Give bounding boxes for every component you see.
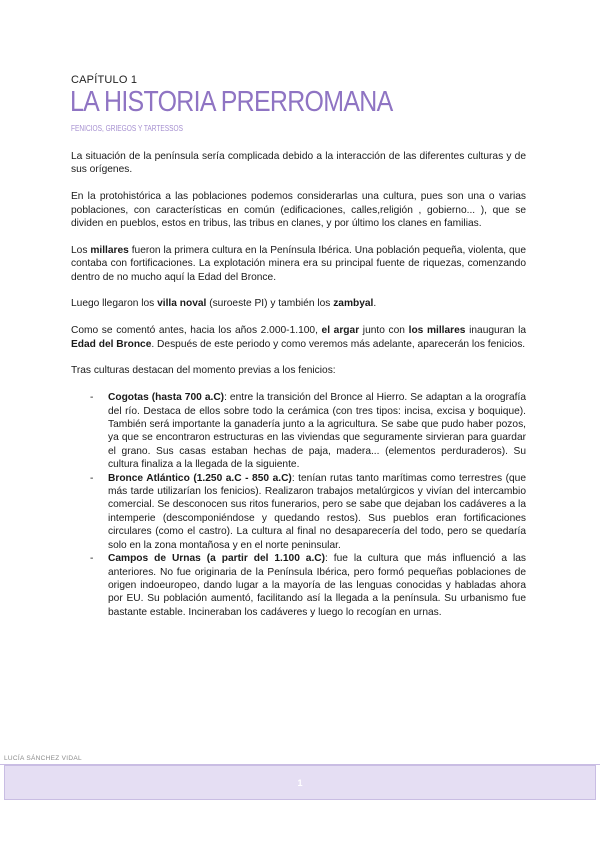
paragraph-bronze-age: Como se comentó antes, hacia los años 2.000-1.100, el argar junto con los millares inauguran la Edad del Bronce. Después de este periodo y como veremos más adelante, aparecerán los fenicios. [71, 325, 527, 350]
culture-name: Campos de Urnas (a partir del 1.100 a.C) [108, 553, 326, 565]
chapter-label: CAPÍTULO 1 [71, 74, 138, 86]
paragraph-protohistory: En la protohistórica a las poblaciones podemos considerarlas una cultura, pues son una o varias poblaciones, con características en común (edificaciones, calles,religión , gobierno... ), que se dividen en pueblos, estos en tribus, las tribus en clanes, y por último los clanes en familias. [71, 191, 526, 230]
term-el-argar: el argar [321, 325, 360, 337]
list-item [71, 552, 526, 619]
author-name: LUCÍA SÁNCHEZ VIDAL [4, 755, 82, 762]
list-bullet: - [90, 553, 94, 565]
culture-name: Cogotas (hasta 700 a.C) [108, 392, 225, 404]
list-bullet: - [90, 392, 94, 404]
page-subtitle: FENICIOS, GRIEGOS Y TARTESSOS [71, 124, 184, 133]
culture-name: Bronce Atlántico (1.250 a.C - 850 a.C) [108, 472, 292, 484]
document-body [71, 150, 526, 619]
list-bullet: - [90, 472, 94, 484]
culture-description: : tenían rutas tanto marítimas como terrestres (que más tarde utilizarían los fenicios). Realizaron trabajos metalúrgicos y vivían del intercambio comercial. Se desconocen sus ritos funerarios, pero se sabe que dejaban los cadáveres a la intemperie (descomponiéndose y quedando restos). Sus pueblos eran fortificaciones circulares (como el castro). La cultura al final no desaparecería del todo, pero se quedaría solo en la zona montañosa y en el norte peninsular. [108, 472, 526, 551]
page-title: LA HISTORIA PRERROMANA [70, 86, 393, 118]
paragraph-intro: La situación de la península sería complicada debido a la interacción de las diferentes culturas y de sus orígenes. [71, 151, 526, 176]
list-item [71, 391, 526, 471]
culture-description: : fue la cultura que más influenció a las anteriores. No fue originaria de la Península Ibérica, pero formó pequeñas poblaciones de origen indoeuropeo, dando lugar a la mayoría de las lenguas conocidas y habladas ahora por EU. Su población aumentó, facilitando así la llegada a la península. Su urbanismo fue bastante estable. Incineraban los cadáveres y luego lo recogían en urnas. [108, 553, 526, 618]
footer-bar [4, 765, 596, 800]
paragraph-villa-noval: Luego llegaron los villa noval (suroeste PI) y también los zambyal. [71, 298, 377, 310]
page-number: 1 [297, 777, 303, 788]
term-millares: millares [90, 244, 129, 256]
term-villa-noval: villa noval [157, 298, 207, 310]
term-los-millares: los millares [408, 325, 466, 337]
cultures-list [71, 391, 526, 619]
paragraph-cultures-intro: Tras culturas destacan del momento previas a los fenicios: [71, 365, 336, 377]
term-edad-del-bronce: Edad del Bronce [71, 338, 152, 350]
culture-description: : entre la transición del Bronce al Hierro. Se adaptan a la orografía del río. Destaca de ellos sobre todo la cerámica (con tres tipos: incisa, excisa y boquique). También será importante la ganadería junto a la agricultura. Se sabe que pudo haber pozos, ya que se encontraron estructuras en las viviendas que seguramente sirvieran para guardar el grano. Sus casas estaban hechas de paja, madera... (elementos perduraderos). Su cultura finaliza a la llegada de la siguiente. [108, 392, 526, 471]
list-item [71, 472, 526, 552]
paragraph-millares: Los millares fueron la primera cultura en la Península Ibérica. Una población pequeña, violenta, que contaba con fortificaciones. La explotación minera era su principal fuente de riquezas, comenzando dentro de no mucho aquí la Edad del Bronce. [71, 244, 526, 283]
term-zambyal: zambyal [333, 298, 374, 310]
